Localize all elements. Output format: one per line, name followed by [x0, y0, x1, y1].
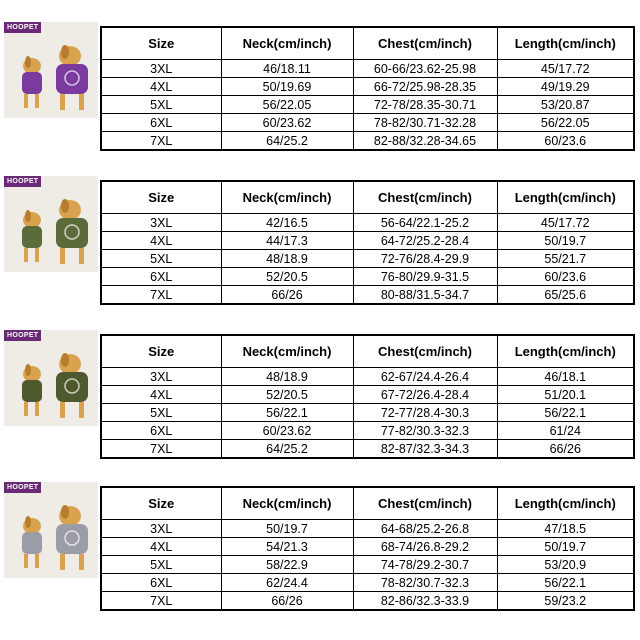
product-photo	[4, 330, 98, 426]
table-cell: 67-72/26.4-28.4	[353, 386, 497, 404]
table-cell: 78-82/30.7-32.3	[353, 574, 497, 592]
table-cell: 49/19.29	[497, 78, 634, 96]
table-cell: 52/20.5	[221, 268, 353, 286]
table-cell: 53/20.87	[497, 96, 634, 114]
table-cell: 56/22.1	[221, 404, 353, 422]
table-row	[101, 286, 634, 305]
table-row	[101, 404, 634, 422]
column-header: Neck(cm/inch)	[221, 181, 353, 214]
brand-label: HOOPET	[4, 176, 41, 187]
table-cell: 4XL	[101, 232, 221, 250]
table-cell: 44/17.3	[221, 232, 353, 250]
table-row	[101, 574, 634, 592]
column-header: Length(cm/inch)	[497, 335, 634, 368]
table-row	[101, 592, 634, 611]
table-row	[101, 268, 634, 286]
table-cell: 64-72/25.2-28.4	[353, 232, 497, 250]
dog-coat-illustration	[4, 330, 98, 426]
table-cell: 7XL	[101, 592, 221, 611]
table-cell: 5XL	[101, 404, 221, 422]
column-header: Length(cm/inch)	[497, 181, 634, 214]
brand-label: HOOPET	[4, 482, 41, 493]
table-cell: 45/17.72	[497, 60, 634, 78]
table-row	[101, 250, 634, 268]
size-chart-section	[0, 480, 640, 610]
table-cell: 46/18.1	[497, 368, 634, 386]
table-row	[101, 114, 634, 132]
column-header: Size	[101, 181, 221, 214]
table-cell: 80-88/31.5-34.7	[353, 286, 497, 305]
brand-label: HOOPET	[4, 330, 41, 341]
table-row	[101, 538, 634, 556]
header-row	[101, 181, 634, 214]
table-cell: 61/24	[497, 422, 634, 440]
table-cell: 3XL	[101, 214, 221, 232]
table-cell: 66-72/25.98-28.35	[353, 78, 497, 96]
header-row	[101, 487, 634, 520]
header-row	[101, 335, 634, 368]
product-photo	[4, 22, 98, 118]
table-cell: 46/18.11	[221, 60, 353, 78]
table-cell: 48/18.9	[221, 368, 353, 386]
column-header: Chest(cm/inch)	[353, 181, 497, 214]
table-cell: 64/25.2	[221, 440, 353, 459]
table-cell: 47/18.5	[497, 520, 634, 538]
column-header: Chest(cm/inch)	[353, 27, 497, 60]
table-cell: 66/26	[497, 440, 634, 459]
table-row	[101, 520, 634, 538]
table-cell: 7XL	[101, 286, 221, 305]
column-header: Size	[101, 335, 221, 368]
table-cell: 6XL	[101, 114, 221, 132]
size-table	[100, 26, 635, 151]
table-row	[101, 422, 634, 440]
table-cell: 42/16.5	[221, 214, 353, 232]
table-cell: 45/17.72	[497, 214, 634, 232]
table-row	[101, 132, 634, 151]
table-cell: 78-82/30.71-32.28	[353, 114, 497, 132]
dog-coat-illustration	[4, 176, 98, 272]
column-header: Length(cm/inch)	[497, 27, 634, 60]
table-cell: 72-78/28.35-30.71	[353, 96, 497, 114]
table-cell: 5XL	[101, 250, 221, 268]
table-cell: 52/20.5	[221, 386, 353, 404]
table-cell: 5XL	[101, 96, 221, 114]
table-row	[101, 78, 634, 96]
table-cell: 62-67/24.4-26.4	[353, 368, 497, 386]
table-cell: 56/22.05	[497, 114, 634, 132]
table-cell: 59/23.2	[497, 592, 634, 611]
table-row	[101, 214, 634, 232]
product-photo	[4, 176, 98, 272]
table-cell: 82-88/32.28-34.65	[353, 132, 497, 151]
table-cell: 6XL	[101, 574, 221, 592]
table-cell: 68-74/26.8-29.2	[353, 538, 497, 556]
size-table	[100, 486, 635, 611]
table-cell: 77-82/30.3-32.3	[353, 422, 497, 440]
table-cell: 50/19.7	[221, 520, 353, 538]
table-cell: 62/24.4	[221, 574, 353, 592]
table-cell: 7XL	[101, 132, 221, 151]
table-cell: 50/19.7	[497, 232, 634, 250]
column-header: Length(cm/inch)	[497, 487, 634, 520]
table-cell: 60/23.62	[221, 422, 353, 440]
table-row	[101, 440, 634, 459]
table-cell: 7XL	[101, 440, 221, 459]
brand-label: HOOPET	[4, 22, 41, 33]
table-cell: 66/26	[221, 286, 353, 305]
table-cell: 72-76/28.4-29.9	[353, 250, 497, 268]
table-cell: 48/18.9	[221, 250, 353, 268]
header-row	[101, 27, 634, 60]
size-chart-section	[0, 20, 640, 150]
column-header: Size	[101, 487, 221, 520]
size-chart-section	[0, 328, 640, 458]
column-header: Chest(cm/inch)	[353, 487, 497, 520]
table-cell: 50/19.7	[497, 538, 634, 556]
column-header: Chest(cm/inch)	[353, 335, 497, 368]
table-cell: 54/21.3	[221, 538, 353, 556]
size-table	[100, 334, 635, 459]
table-cell: 58/22.9	[221, 556, 353, 574]
table-cell: 66/26	[221, 592, 353, 611]
dog-coat-illustration	[4, 482, 98, 578]
product-photo	[4, 482, 98, 578]
table-cell: 82-87/32.3-34.3	[353, 440, 497, 459]
table-cell: 55/21.7	[497, 250, 634, 268]
table-cell: 60/23.6	[497, 268, 634, 286]
table-cell: 3XL	[101, 368, 221, 386]
table-cell: 60/23.62	[221, 114, 353, 132]
column-header: Neck(cm/inch)	[221, 487, 353, 520]
table-cell: 51/20.1	[497, 386, 634, 404]
table-cell: 64-68/25.2-26.8	[353, 520, 497, 538]
table-row	[101, 556, 634, 574]
table-row	[101, 386, 634, 404]
column-header: Neck(cm/inch)	[221, 27, 353, 60]
table-cell: 4XL	[101, 538, 221, 556]
table-cell: 76-80/29.9-31.5	[353, 268, 497, 286]
table-cell: 82-86/32.3-33.9	[353, 592, 497, 611]
table-cell: 65/25.6	[497, 286, 634, 305]
table-row	[101, 232, 634, 250]
table-cell: 60/23.6	[497, 132, 634, 151]
table-cell: 6XL	[101, 422, 221, 440]
table-cell: 3XL	[101, 520, 221, 538]
table-cell: 6XL	[101, 268, 221, 286]
table-cell: 56/22.1	[497, 574, 634, 592]
table-cell: 3XL	[101, 60, 221, 78]
table-cell: 56/22.05	[221, 96, 353, 114]
table-cell: 53/20.9	[497, 556, 634, 574]
table-cell: 4XL	[101, 78, 221, 96]
table-cell: 56/22.1	[497, 404, 634, 422]
table-row	[101, 368, 634, 386]
column-header: Neck(cm/inch)	[221, 335, 353, 368]
table-cell: 64/25.2	[221, 132, 353, 151]
size-table	[100, 180, 635, 305]
table-cell: 56-64/22.1-25.2	[353, 214, 497, 232]
column-header: Size	[101, 27, 221, 60]
table-cell: 4XL	[101, 386, 221, 404]
table-row	[101, 60, 634, 78]
table-cell: 74-78/29.2-30.7	[353, 556, 497, 574]
table-cell: 5XL	[101, 556, 221, 574]
size-chart-section	[0, 174, 640, 304]
table-row	[101, 96, 634, 114]
table-cell: 60-66/23.62-25.98	[353, 60, 497, 78]
dog-coat-illustration	[4, 22, 98, 118]
table-cell: 50/19.69	[221, 78, 353, 96]
table-cell: 72-77/28.4-30.3	[353, 404, 497, 422]
